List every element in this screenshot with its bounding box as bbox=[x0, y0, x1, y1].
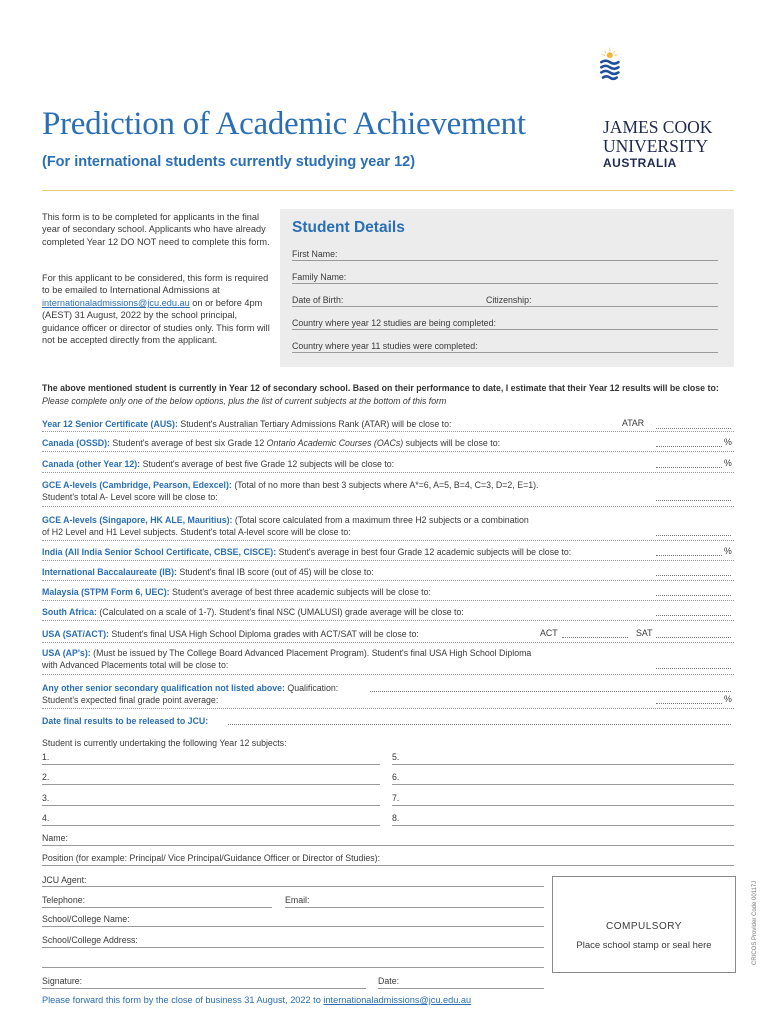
intro-paragraph-1: This form is to be completed for applicants in the final year of secondary school. Applicants who have already completed Year 12 DO NOT need to complete this form. bbox=[42, 212, 270, 247]
divider bbox=[42, 620, 734, 621]
act-label: ACT bbox=[540, 628, 558, 638]
option-other-qualification: Any other senior secondary qualification not listed above: Qualification: Student's expected final grade point average: bbox=[42, 683, 339, 705]
position-label: Position (for example: Principal/ Vice Principal/Guidance Officer or Director of Studies): bbox=[42, 853, 381, 863]
jcu-agent-input[interactable] bbox=[42, 886, 544, 887]
stamp-compulsory-label: COMPULSORY bbox=[606, 921, 682, 932]
student-details-title: Student Details bbox=[292, 219, 405, 236]
date-input[interactable] bbox=[378, 988, 544, 989]
south-africa-input[interactable] bbox=[656, 615, 731, 616]
country-year12-field[interactable]: Country where year 12 studies are being completed: bbox=[292, 318, 718, 330]
citizenship-field[interactable]: Citizenship: bbox=[486, 295, 532, 305]
estimate-instructions: The above mentioned student is currently in Year 12 of secondary school. Based on their performance to date, I estimate that their Year 12 results will be close to: Please complete only one of the below options, plus the list of current subjects at the bottom of this form bbox=[42, 383, 719, 406]
divider bbox=[42, 600, 734, 601]
admissions-email-link[interactable]: internationaladmissions@jcu.edu.au bbox=[42, 297, 190, 308]
page-subtitle: (For international students currently studying year 12) bbox=[42, 154, 416, 170]
option-canada-other: Canada (other Year 12): Student's average of best five Grade 12 subjects will be close to: bbox=[42, 459, 395, 469]
percent-label: % bbox=[724, 546, 732, 556]
signature-label: Signature: bbox=[42, 976, 83, 986]
subject-5-input[interactable] bbox=[392, 764, 734, 765]
divider bbox=[42, 451, 734, 452]
name-input[interactable] bbox=[42, 845, 734, 846]
option-malaysia: Malaysia (STPM Form 6, UEC): Student's average of best three academic subjects will be close to: bbox=[42, 587, 431, 597]
name-label: Name: bbox=[42, 833, 68, 843]
divider bbox=[42, 506, 734, 507]
header-divider bbox=[42, 190, 734, 191]
canada-other-input[interactable] bbox=[656, 467, 722, 468]
first-name-field[interactable]: First Name: bbox=[292, 249, 718, 261]
dob-citizenship-row bbox=[292, 295, 718, 307]
percent-label: % bbox=[724, 437, 732, 447]
subject-6-input[interactable] bbox=[392, 784, 734, 785]
option-gce-singapore: GCE A-levels (Singapore, HK ALE, Mauritius): (Total score calculated from a maximum three H2 subjects or a combination of H2 Level and H1 Level subjects. Student's total A-level score will be close to: bbox=[42, 515, 529, 537]
divider bbox=[42, 431, 734, 432]
subject-8-label: 8. bbox=[392, 813, 400, 823]
telephone-label: Telephone: bbox=[42, 895, 86, 905]
subject-1-label: 1. bbox=[42, 752, 50, 762]
school-address-label: School/College Address: bbox=[42, 935, 138, 945]
divider bbox=[42, 540, 734, 541]
option-usa-ap: USA (AP's): (Must be issued by The College Board Advanced Placement Program). Student's final USA High School Diploma with Advanced Placements total will be close to: bbox=[42, 648, 532, 670]
usa-ap-input[interactable] bbox=[656, 668, 731, 669]
percent-label: % bbox=[724, 458, 732, 468]
option-india: India (All India Senior School Certificate, CBSE, CISCE): Student's average in best four Grade 12 academic subjects will be close to: bbox=[42, 547, 572, 557]
malaysia-input[interactable] bbox=[656, 595, 731, 596]
email-label: Email: bbox=[285, 895, 310, 905]
results-release-date-row: Date final results to be released to JCU: bbox=[42, 716, 209, 726]
subject-4-input[interactable] bbox=[42, 825, 380, 826]
cricos-code: CRICOS Provider Code 00117J bbox=[752, 880, 758, 965]
subject-2-input[interactable] bbox=[42, 784, 380, 785]
option-gce-uk: GCE A-levels (Cambridge, Pearson, Edexcel): (Total of no more than best 3 subjects where A*=6, A=5, B=4, C=3, D=2, E=1). Student's total A- Level score will be close to: bbox=[42, 480, 539, 502]
jcu-logo-icon bbox=[597, 35, 657, 115]
email-input[interactable] bbox=[285, 907, 544, 908]
date-label: Date: bbox=[378, 976, 400, 986]
sat-input[interactable] bbox=[656, 637, 731, 638]
divider bbox=[42, 674, 734, 675]
logo-country: AUSTRALIA bbox=[603, 156, 677, 170]
school-address-input-line-2[interactable] bbox=[42, 967, 544, 968]
footer-email-link[interactable]: internationaladmissions@jcu.edu.au bbox=[323, 995, 472, 1005]
school-name-input[interactable] bbox=[42, 926, 544, 927]
gce-uk-input[interactable] bbox=[656, 500, 731, 501]
divider bbox=[42, 580, 734, 581]
qualification-input[interactable] bbox=[370, 691, 731, 692]
subject-7-label: 7. bbox=[392, 793, 400, 803]
ossd-input[interactable] bbox=[656, 446, 722, 447]
subject-2-label: 2. bbox=[42, 772, 50, 782]
gpa-input[interactable] bbox=[656, 703, 722, 704]
intro-paragraph-2: For this applicant to be considered, this form is required to be emailed to International Admissions at internationaladmissions@jcu.edu.au on or before 4pm (AEST) 31 August, 2022 by the school principal, guidance officer or director of studies only. This form will not be accepted directly from the applicant. bbox=[42, 273, 270, 346]
logo-wordmark: JAMES COOK UNIVERSITY bbox=[603, 117, 713, 156]
act-input[interactable] bbox=[562, 637, 628, 638]
subject-4-label: 4. bbox=[42, 813, 50, 823]
atar-label: ATAR bbox=[622, 418, 645, 428]
divider bbox=[42, 708, 734, 709]
footer-note: Please forward this form by the close of business 31 August, 2022 to internationaladmissions@jcu.edu.au bbox=[42, 995, 472, 1005]
divider bbox=[42, 642, 734, 643]
ib-input[interactable] bbox=[656, 575, 731, 576]
subject-8-input[interactable] bbox=[392, 825, 734, 826]
country-year11-field[interactable]: Country where year 11 studies were completed: bbox=[292, 341, 718, 353]
percent-label: % bbox=[724, 694, 732, 704]
subject-6-label: 6. bbox=[392, 772, 400, 782]
gce-singapore-input[interactable] bbox=[656, 535, 731, 536]
subject-7-input[interactable] bbox=[392, 805, 734, 806]
option-aus: Year 12 Senior Certificate (AUS): Student's Australian Tertiary Admissions Rank (ATAR) will be close to: bbox=[42, 419, 452, 429]
subjects-heading: Student is currently undertaking the following Year 12 subjects: bbox=[42, 738, 287, 748]
stamp-instruction: Place school stamp or seal here bbox=[576, 940, 712, 951]
date-of-birth-field[interactable]: Date of Birth: bbox=[292, 295, 344, 305]
school-address-input[interactable] bbox=[42, 947, 544, 948]
results-release-date-input[interactable] bbox=[228, 724, 731, 725]
option-ossd: Canada (OSSD): Student's average of best six Grade 12 Ontario Academic Courses (OACs) subjects will be close to: bbox=[42, 438, 501, 448]
signature-input[interactable] bbox=[42, 988, 366, 989]
option-usa-sat-act: USA (SAT/ACT): Student's final USA High School Diploma grades with ACT/SAT will be close to: bbox=[42, 629, 419, 639]
position-input[interactable] bbox=[42, 865, 734, 866]
divider bbox=[42, 472, 734, 473]
option-south-africa: South Africa: (Calculated on a scale of 1-7). Student's final NSC (UMALUSI) grade average will be close to: bbox=[42, 607, 464, 617]
divider bbox=[42, 560, 734, 561]
school-name-label: School/College Name: bbox=[42, 914, 130, 924]
atar-input[interactable] bbox=[656, 428, 731, 429]
india-input[interactable] bbox=[656, 555, 722, 556]
telephone-input[interactable] bbox=[42, 907, 272, 908]
option-ib: International Baccalaureate (IB): Student's final IB score (out of 45) will be close to: bbox=[42, 567, 374, 577]
subject-3-input[interactable] bbox=[42, 805, 380, 806]
subject-1-input[interactable] bbox=[42, 764, 380, 765]
sat-label: SAT bbox=[636, 628, 653, 638]
subject-3-label: 3. bbox=[42, 793, 50, 803]
family-name-field[interactable]: Family Name: bbox=[292, 272, 718, 284]
jcu-agent-label: JCU Agent: bbox=[42, 875, 87, 885]
page-title: Prediction of Academic Achievement bbox=[42, 106, 526, 142]
subject-5-label: 5. bbox=[392, 752, 400, 762]
